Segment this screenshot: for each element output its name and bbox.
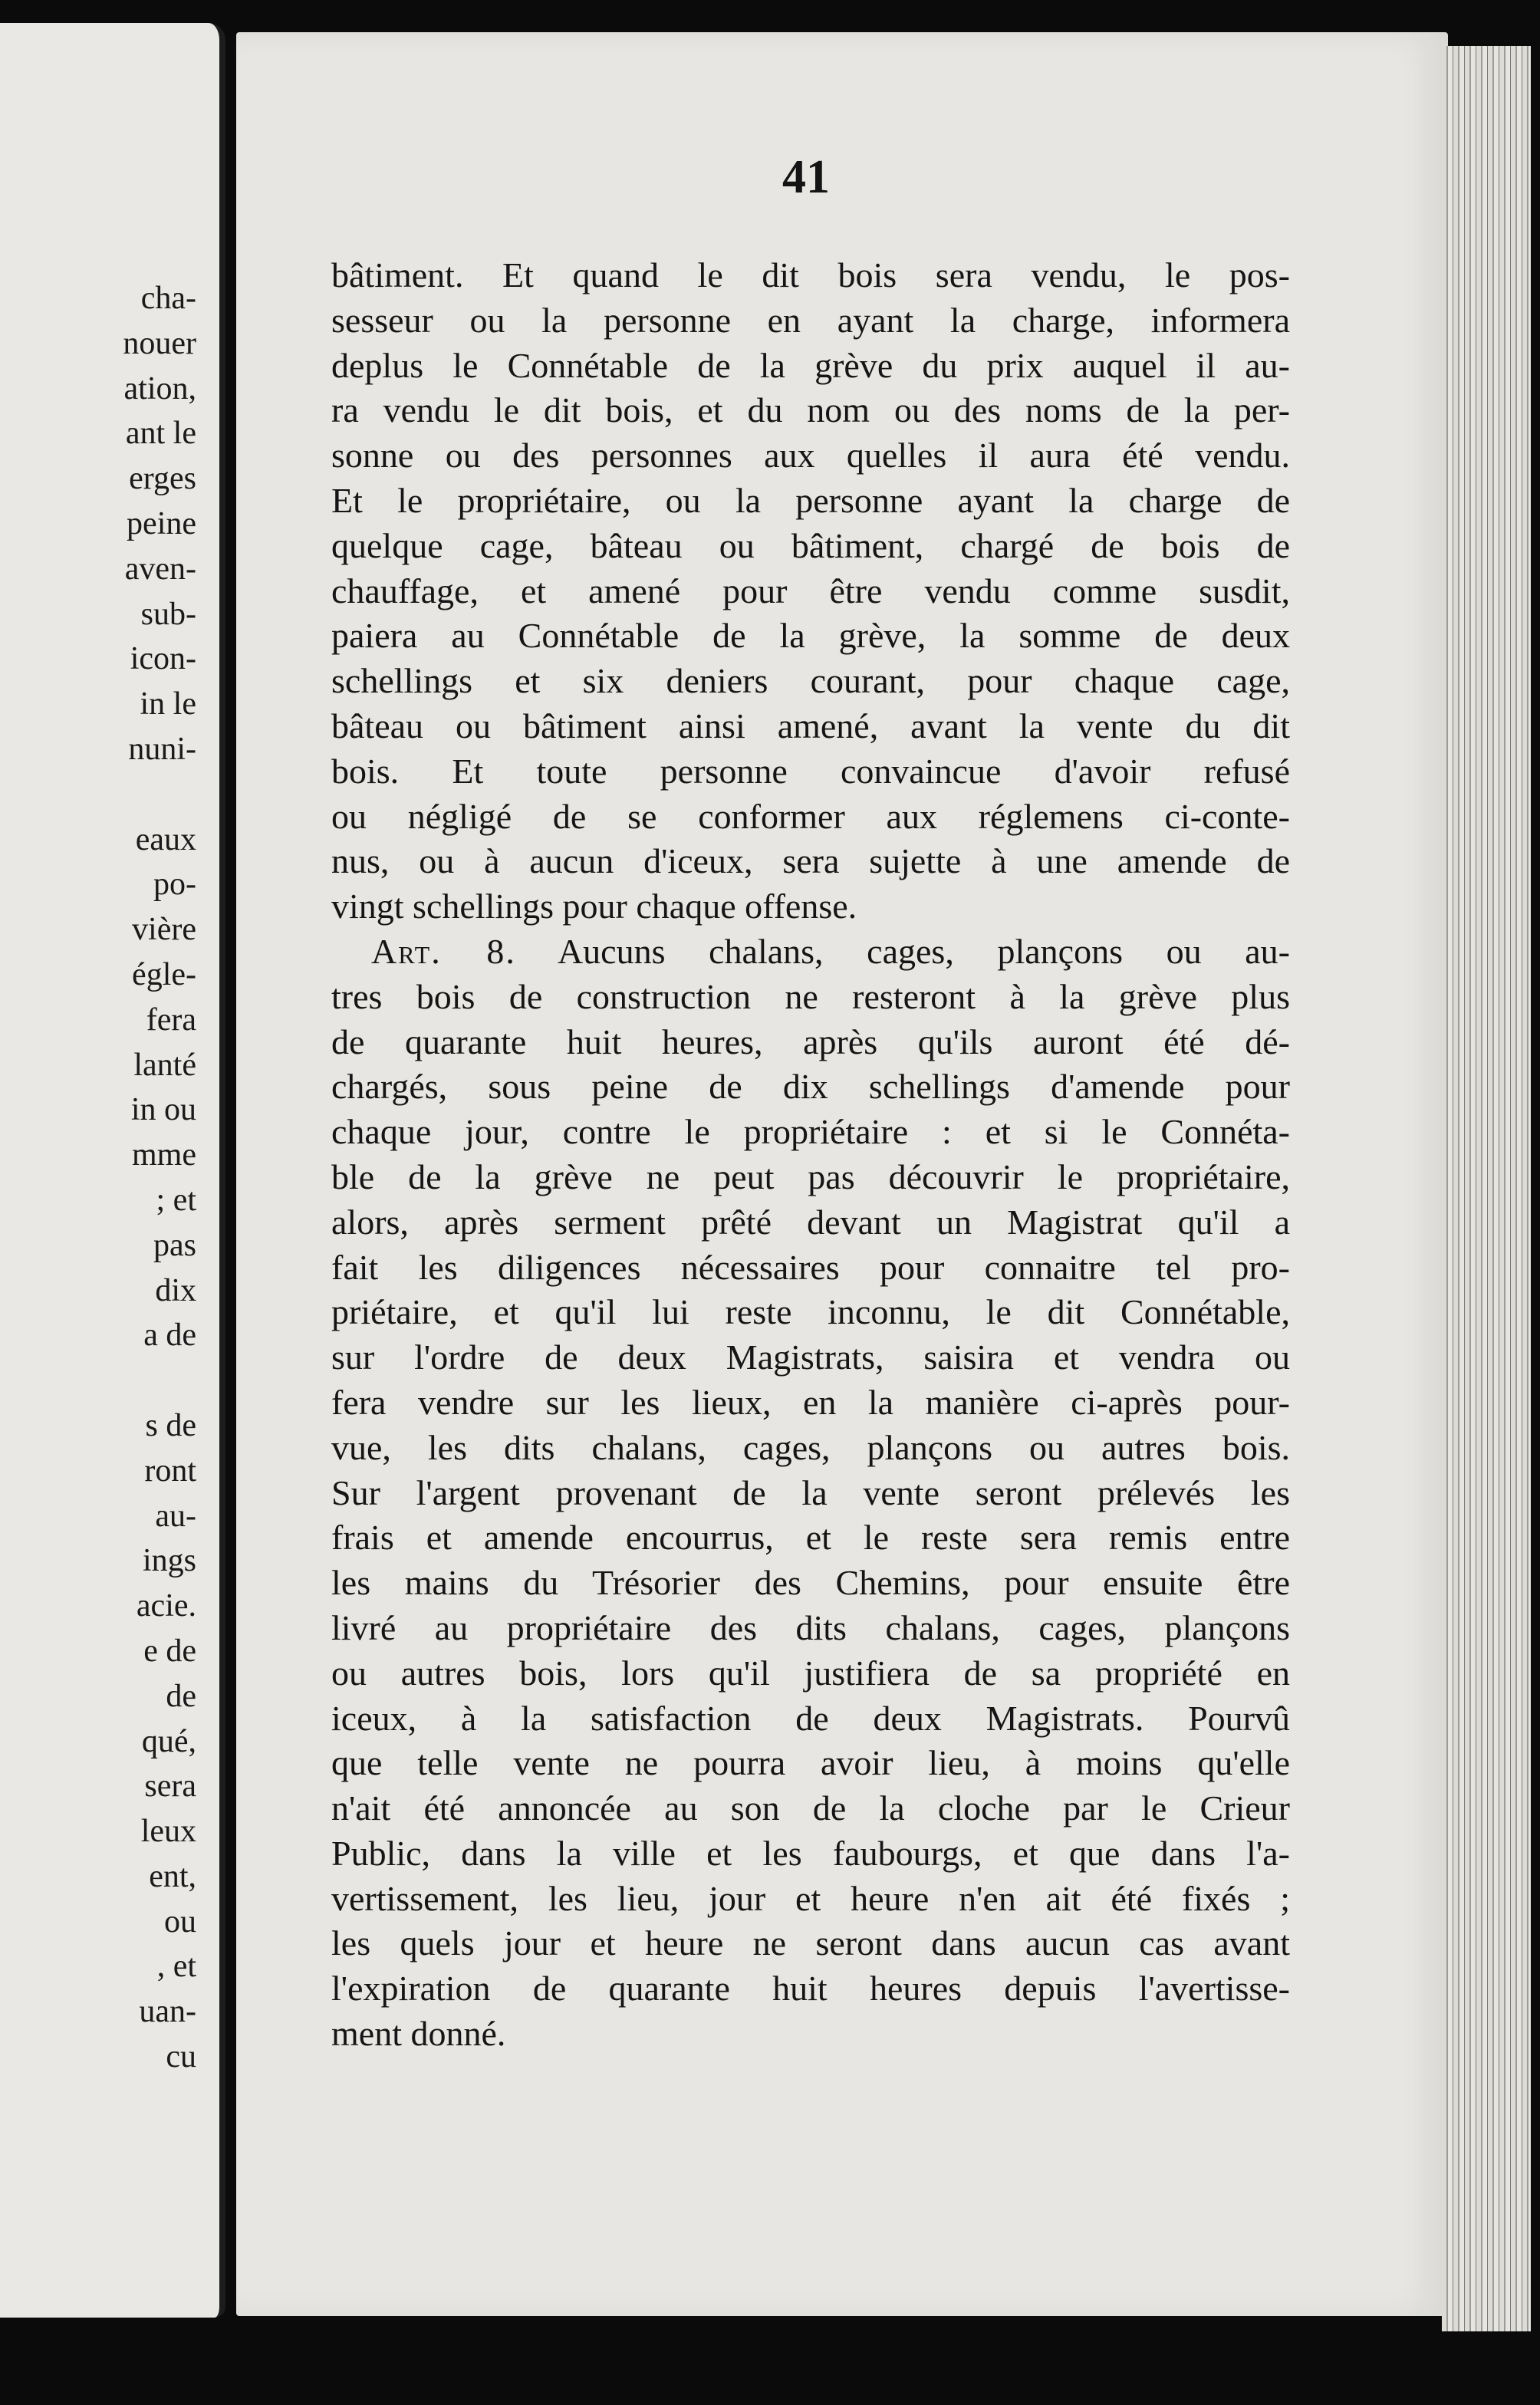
fragment-line: in ou — [130, 1092, 196, 1128]
text-line: Et le propriétaire, ou la personne ayant la charge de — [331, 480, 1290, 520]
fragment-line: pas — [153, 1227, 196, 1263]
fragment-line: cha- — [140, 281, 196, 316]
text-line: deplus le Connétable de la grève du prix auquel il au- — [331, 345, 1290, 385]
fragment-line: a de — [143, 1318, 196, 1354]
text-line: schellings et six deniers courant, pour chaque cage, — [331, 661, 1290, 701]
fragment-line: po- — [153, 867, 196, 903]
page-number: 41 — [782, 151, 830, 203]
text-line: bâteau ou bâtiment ainsi amené, avant la vente du dit — [331, 706, 1290, 745]
fragment-line: ation, — [123, 370, 196, 406]
fragment-line: ent, — [149, 1858, 196, 1894]
text-line: que telle vente ne pourra avoir lieu, à moins qu'elle — [331, 1743, 1290, 1783]
fragment-line: leux — [140, 1814, 196, 1850]
fragment-line: sub- — [140, 596, 196, 632]
fragment-line: égle- — [132, 956, 196, 992]
text-line: n'ait été annoncée au son de la cloche par le Crieur — [331, 1788, 1290, 1828]
fragment-line — [123, 772, 196, 818]
text-line: vue, les dits chalans, cages, plançons ou autres bois. — [331, 1427, 1290, 1467]
text-line: sur l'ordre de deux Magistrats, saisira et vendra ou — [331, 1337, 1290, 1377]
fragment-line: ou — [164, 1903, 196, 1939]
text-line: les quels jour et heure ne seront dans aucun cas avant — [331, 1923, 1290, 1963]
text-line: frais et amende encourrus, et le reste sera remis entre — [331, 1518, 1290, 1558]
text-line: de quarante huit heures, après qu'ils auront été dé- — [331, 1022, 1290, 1061]
page-fore-edge — [1442, 46, 1531, 2331]
text-line: sonne ou des personnes aux quelles il aura été vendu. — [331, 436, 1290, 475]
text-line: chaque jour, contre le propriétaire : et si le Connéta- — [331, 1112, 1290, 1152]
fragment-line: icon- — [130, 641, 196, 677]
fragment-line: ant le — [125, 416, 196, 452]
fragment-line: eaux — [135, 821, 196, 857]
fragment-line: nouer — [123, 325, 196, 361]
fragment-line: vière — [132, 912, 196, 948]
fragment-line: dix — [155, 1272, 196, 1308]
fragment-line: , et — [156, 1949, 196, 1985]
fragment-line: in le — [140, 686, 196, 722]
text-line: ou autres bois, lors qu'il justifiera de sa propriété en — [331, 1653, 1290, 1693]
text-line: ment donné. — [331, 2014, 506, 2054]
fragment-line: de — [166, 1678, 196, 1714]
text-line: les mains du Trésorier des Chemins, pour ensuite être — [331, 1563, 1290, 1603]
fragment-line: peine — [127, 505, 196, 541]
fragment-line: ; et — [156, 1182, 196, 1218]
fragment-line: mme — [132, 1137, 196, 1173]
text-line: livré au propriétaire des dits chalans, cages, plançons — [331, 1607, 1290, 1647]
fragment-line: acie. — [136, 1588, 196, 1624]
text-line: paiera au Connétable de la grève, la somme de deux — [331, 616, 1290, 656]
text-line: l'expiration de quarante huit heures depuis l'avertisse- — [331, 1969, 1290, 2009]
fragment-line: s de — [145, 1407, 196, 1443]
fragment-line: ings — [142, 1543, 196, 1579]
article-8-heading-line — [331, 929, 1290, 975]
text-line: bois. Et toute personne convaincue d'avoir refusé — [331, 751, 1290, 791]
fragment-line: cu — [166, 2039, 196, 2075]
fragment-line: aven- — [124, 551, 196, 587]
fragment-line: nuni- — [128, 731, 196, 767]
text-line: sesseur ou la personne en ayant la charge, informera — [331, 300, 1290, 340]
text-line: iceux, à la satisfaction de deux Magistrats. Pourvû — [331, 1698, 1290, 1738]
text-line: nus, ou à aucun d'iceux, sera sujette à une amende de — [331, 841, 1290, 881]
text-line: vingt schellings pour chaque offense. — [331, 887, 857, 926]
fragment-line: e de — [143, 1633, 196, 1669]
text-line: ble de la grève ne peut pas découvrir le propriétaire, — [331, 1156, 1290, 1196]
fragment-line: qué, — [141, 1723, 196, 1759]
text-line: vertissement, les lieu, jour et heure n'en ait été fixés ; — [331, 1878, 1290, 1918]
text-line: ou négligé de se conformer aux réglemens ci-conte- — [331, 796, 1290, 836]
fragment-line: fera — [146, 1002, 196, 1038]
text-line: Public, dans la ville et les faubourgs, et que dans l'a- — [331, 1833, 1290, 1873]
fragment-line: au- — [155, 1498, 196, 1534]
fragment-line: uan- — [139, 1994, 196, 2030]
text-line: alors, après serment prêté devant un Magistrat qu'il a — [331, 1202, 1290, 1242]
text-line: chauffage, et amené pour être vendu comme susdit, — [331, 571, 1290, 610]
previous-page-text-fragments — [123, 276, 196, 2080]
text-line: ra vendu le dit bois, et du nom ou des noms de la per- — [331, 390, 1290, 430]
body-text — [331, 253, 1290, 2057]
fragment-line: ront — [144, 1453, 196, 1489]
text-line: fait les diligences nécessaires pour connaitre tel pro- — [331, 1247, 1290, 1287]
text-line: Sur l'argent provenant de la vente seront prélevés les — [331, 1472, 1290, 1512]
paragraph-article-7-end — [331, 253, 1290, 929]
fragment-line: sera — [144, 1768, 196, 1805]
previous-page — [0, 23, 225, 2318]
fragment-line: erges — [129, 461, 196, 497]
text-line: tres bois de construction ne resteront à la grève plus — [331, 976, 1290, 1016]
text-line: bâtiment. Et quand le dit bois sera vendu, le pos- — [331, 255, 1290, 294]
fragment-line: lanté — [133, 1047, 196, 1083]
article-first-line: Aucuns chalans, cages, plançons ou au- — [557, 931, 1290, 971]
article-label: Art. 8. — [371, 931, 516, 971]
fragment-line — [123, 1358, 196, 1403]
paragraph-article-8 — [331, 975, 1290, 2057]
text-line: quelque cage, bâteau ou bâtiment, chargé de bois de — [331, 525, 1290, 565]
text-line: priétaire, et qu'il lui reste inconnu, le dit Connétable, — [331, 1292, 1290, 1332]
text-line: chargés, sous peine de dix schellings d'amende pour — [331, 1067, 1290, 1107]
text-line: fera vendre sur les lieux, en la manière ci-après pour- — [331, 1382, 1290, 1422]
